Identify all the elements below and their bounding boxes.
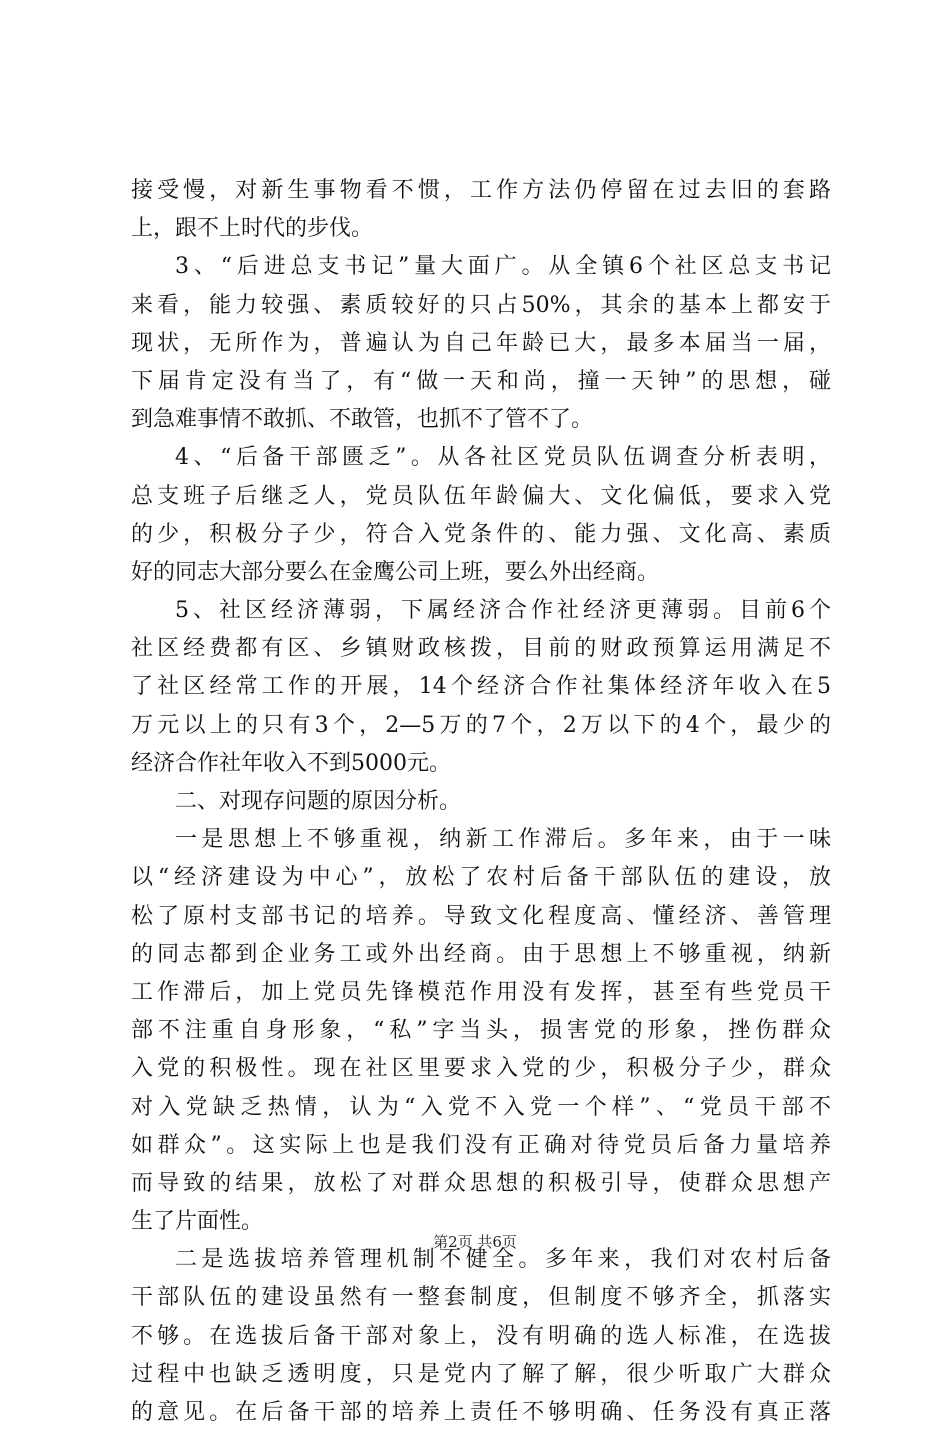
text-line: 的意见。在后备干部的培养上责任不够明确、任务没有真正落 [131, 1400, 831, 1425]
text-line: 好的同志大部分要么在金鹰公司上班，要么外出经商。 [131, 559, 660, 585]
text-line: 工作滞后，加上党员先锋模范作用没有发挥，甚至有些党员干 [131, 979, 831, 1005]
text-line: 3、“后进总支书记”量大面广。从全镇6个社区总支书记 [175, 254, 831, 280]
text-line: 过程中也缺乏透明度，只是党内了解了解，很少听取广大群众 [131, 1361, 831, 1387]
text-line: 上，跟不上时代的步伐。 [131, 216, 374, 242]
text-line: 社区经费都有区、乡镇财政核拨，目前的财政预算运用满足不 [131, 636, 831, 662]
text-line: 5、社区经济薄弱，下属经济合作社经济更薄弱。目前6个 [175, 598, 831, 624]
text-line: 干部队伍的建设虽然有一整套制度，但制度不够齐全，抓落实 [131, 1285, 831, 1311]
text-line: 二、对现存问题的原因分析。 [175, 789, 462, 814]
text-line: 一是思想上不够重视，纳新工作滞后。多年来，由于一味 [175, 827, 831, 853]
text-line: 如群众”。这实际上也是我们没有正确对待党员后备力量培养 [131, 1132, 831, 1158]
text-line: 松了原村支部书记的培养。导致文化程度高、懂经济、善管理 [131, 903, 831, 929]
text-line: 的同志都到企业务工或外出经商。由于思想上不够重视，纳新 [131, 941, 831, 967]
text-line: 入党的积极性。现在社区里要求入党的少，积极分子少，群众 [131, 1056, 831, 1082]
text-line: 二是选拔培养管理机制不健全。多年来，我们对农村后备 [175, 1247, 831, 1273]
text-line: 生了片面性。 [131, 1209, 264, 1235]
text-line: 而导致的结果，放松了对群众思想的积极引导，使群众思想产 [131, 1170, 831, 1196]
text-line: 不够。在选拔后备干部对象上，没有明确的选人标准，在选拔 [131, 1323, 831, 1349]
text-line: 万元以上的只有3个，2—5万的7个，2万以下的4个，最少的 [131, 712, 831, 738]
text-line: 4、“后备干部匮乏”。从各社区党员队伍调查分析表明， [175, 445, 831, 471]
text-line: 总支班子后继乏人，党员队伍年龄偏大、文化偏低，要求入党 [131, 483, 831, 509]
text-line: 接受慢，对新生事物看不惯，工作方法仍停留在过去旧的套路 [131, 178, 831, 203]
text-line: 到急难事情不敢抓、不敢管，也抓不了管不了。 [131, 407, 594, 433]
text-line: 的少，积极分子少，符合入党条件的、能力强、文化高、素质 [131, 521, 831, 547]
page-footer: 第2页 共6页 [433, 1233, 517, 1251]
text-line: 对入党缺乏热情，认为“入党不入党一个样”、“党员干部不 [131, 1094, 831, 1120]
text-line: 部不注重自身形象，“私”字当头，损害党的形象，挫伤群众 [131, 1018, 831, 1044]
text-line: 现状，无所作为，普遍认为自己年龄已大，最多本届当一届， [131, 330, 831, 356]
text-line: 经济合作社年收入不到5000元。 [131, 750, 451, 776]
text-line: 以“经济建设为中心”，放松了农村后备干部队伍的建设，放 [131, 865, 831, 891]
text-line: 了社区经常工作的开展，14个经济合作社集体经济年收入在5 [131, 674, 831, 700]
text-line: 来看，能力较强、素质较好的只占50%，其余的基本上都安于 [131, 292, 831, 318]
text-line: 下届肯定没有当了，有“做一天和尚，撞一天钟”的思想，碰 [131, 368, 831, 394]
